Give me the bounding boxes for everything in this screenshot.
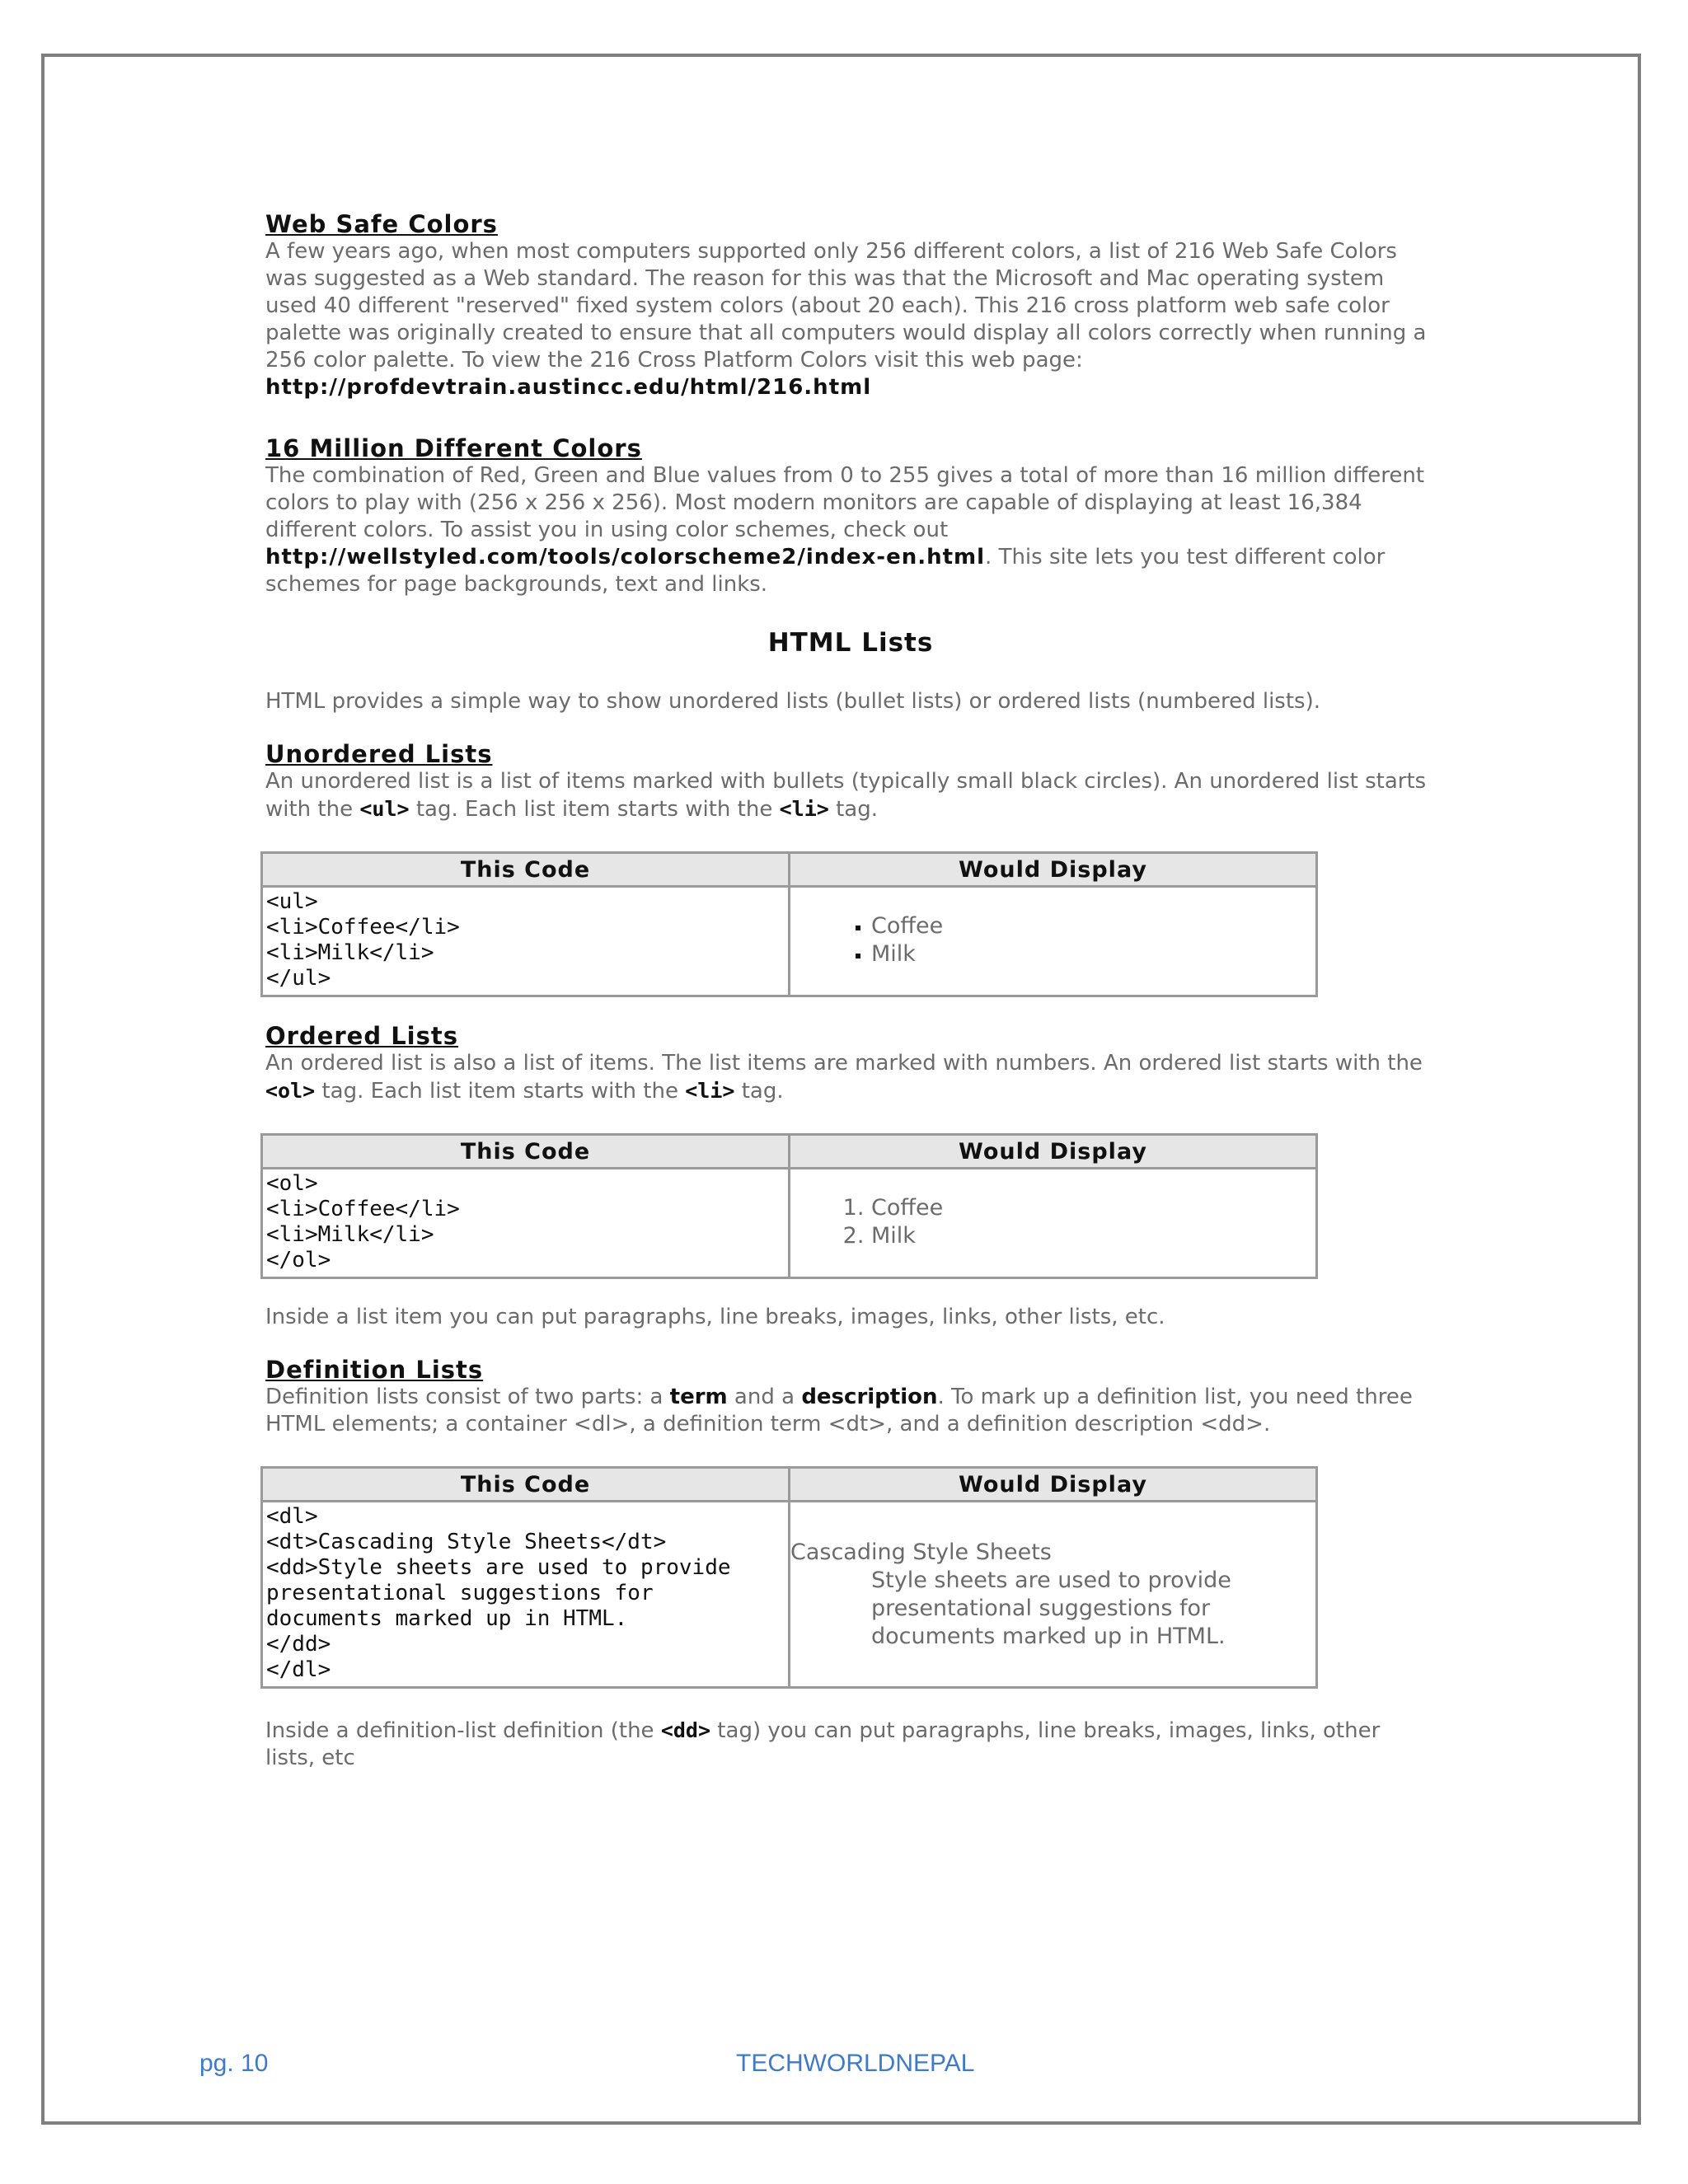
unordered-display-list bbox=[790, 912, 1315, 968]
web-safe-link[interactable]: http://profdevtrain.austincc.edu/html/216.html bbox=[265, 375, 872, 400]
million-colors-heading: 16 Million Different Colors bbox=[265, 434, 642, 462]
ordered-table bbox=[260, 1133, 1318, 1279]
html-lists-title: HTML Lists bbox=[767, 628, 934, 658]
page-number: pg. 10 bbox=[199, 2050, 269, 2077]
definition-description: Style sheets are used to provide presentational suggestions for documents marked up in HTML. bbox=[871, 1568, 1231, 1649]
ordered-display-list bbox=[790, 1194, 1315, 1250]
table-header-code: This Code bbox=[262, 1468, 790, 1502]
ordered-note: Inside a list item you can put paragraphs, line breaks, images, links, other lists, etc. bbox=[265, 1305, 1165, 1329]
definition-term: Cascading Style Sheets bbox=[790, 1540, 1052, 1565]
web-safe-heading: Web Safe Colors bbox=[265, 210, 498, 238]
list-item: 1. Coffee bbox=[871, 1194, 1315, 1222]
unordered-heading: Unordered Lists bbox=[265, 740, 493, 768]
table-header-display: Would Display bbox=[790, 853, 1317, 887]
table-header-code: This Code bbox=[262, 853, 790, 887]
million-colors-text: The combination of Red, Green and Blue values from 0 to 255 gives a total of more than 16 million different colors to play with (256 x 256 x 256). Most modern monitors are capable of displaying at least 16,384 different colors. To assist you in using color schemes, check out http://wellstyled.com/tools/colorscheme2/index-en.html. This site lets you test different color schemes for page backgrounds, text and links. bbox=[265, 463, 1425, 597]
table-header-code: This Code bbox=[262, 1135, 790, 1169]
list-item: 2. Milk bbox=[871, 1222, 1315, 1250]
page-content bbox=[265, 210, 1436, 1772]
ordered-text: An ordered list is also a list of items. The list items are marked with numbers. An ordered list starts with the <ol> tag. Each list item starts with the <li> tag. bbox=[265, 1051, 1423, 1104]
unordered-table bbox=[260, 851, 1318, 997]
definition-text: Definition lists consist of two parts: a term and a description. To mark up a definition list, you need three HTML elements; a container <dl>, a definition term <dt>, and a definition description <dd>. bbox=[265, 1385, 1413, 1436]
html-lists-intro: HTML provides a simple way to show unordered lists (bullet lists) or ordered lists (numbered lists). bbox=[265, 689, 1321, 714]
list-item: ▪ Coffee bbox=[871, 912, 1315, 940]
table-header-display: Would Display bbox=[790, 1468, 1317, 1502]
table-header-display: Would Display bbox=[790, 1135, 1317, 1169]
definition-note: Inside a definition-list definition (the <dd> tag) you can put paragraphs, line breaks, images, links, other lists, etc bbox=[265, 1718, 1381, 1770]
ordered-heading: Ordered Lists bbox=[265, 1022, 459, 1050]
list-item: ▪ Milk bbox=[871, 940, 1315, 968]
unordered-code: <ul> <li>Coffee</li> <li>Milk</li> </ul> bbox=[266, 889, 460, 991]
web-safe-text: A few years ago, when most computers supported only 256 different colors, a list of 216 Web Safe Colors was suggested as a Web standard. The reason for this was that the Microsoft and Mac operating system used 40 different "reserved" fixed system colors (about 20 each). This 216 cross platform web safe color palette was originally created to ensure that all computers would display all colors correctly when running a 256 color palette. To view the 216 Cross Platform Colors visit this web page: http://profdevtrain.austincc.edu/html/216.html bbox=[265, 239, 1427, 400]
colorscheme-link[interactable]: http://wellstyled.com/tools/colorscheme2/index-en.html bbox=[265, 545, 986, 569]
definition-table bbox=[260, 1466, 1318, 1689]
definition-display-list bbox=[790, 1539, 1315, 1651]
footer-site-name: TECHWORLDNEPAL bbox=[736, 2050, 975, 2077]
unordered-text: An unordered list is a list of items marked with bullets (typically small black circles). An unordered list starts with the <ul> tag. Each list item starts with the <li> tag. bbox=[265, 769, 1427, 822]
definition-code: <dl> <dt>Cascading Style Sheets</dt> <dd>Style sheets are used to provide presentational suggestions for documents marked up in HTML. </dd> </dl> bbox=[266, 1504, 731, 1682]
ordered-code: <ol> <li>Coffee</li> <li>Milk</li> </ol> bbox=[266, 1171, 460, 1272]
definition-heading: Definition Lists bbox=[265, 1356, 484, 1384]
